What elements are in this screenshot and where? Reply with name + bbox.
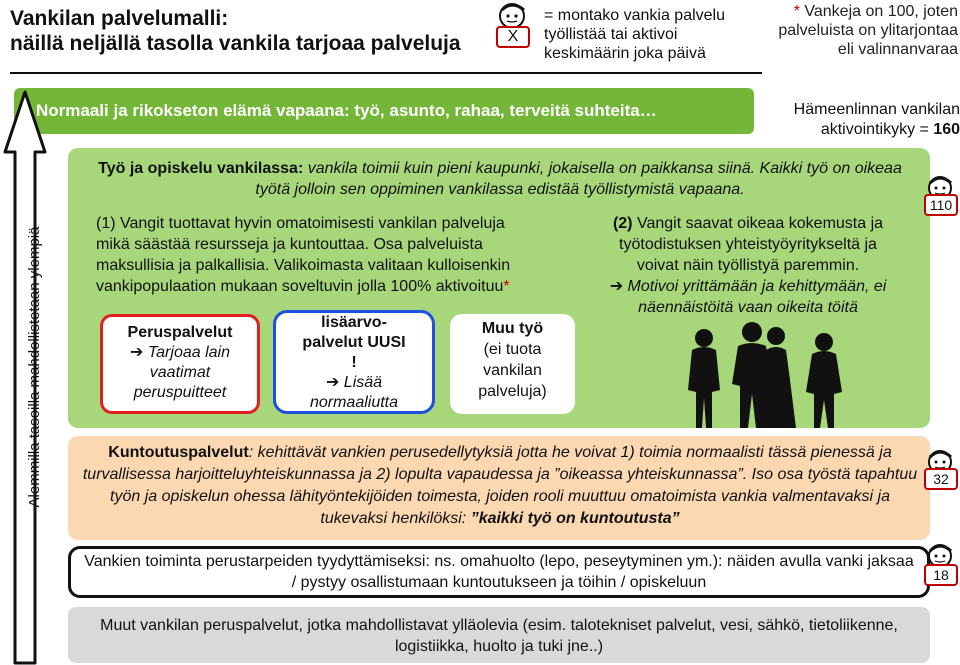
basic-needs-text: Vankien toiminta perustarpeiden tyydyttämiseksi: ns. omahuolto (lepo, peseytyminen ym.): näiden avulla vanki jaksaa / pystyy osallistumaan kuntoutukseen ja töihin / opiskeluun xyxy=(84,553,914,591)
rehab-level-text xyxy=(82,442,918,530)
col2-line-2: työtodistuksen yhteistyöyritykseltä ja xyxy=(619,236,877,253)
extra-line-1: Lisää xyxy=(339,374,383,391)
legend-badge: X xyxy=(496,26,530,48)
rehab-text-bold: ”kaikki työ on kuntoutusta” xyxy=(470,510,680,527)
value-added-services-box xyxy=(273,310,435,414)
basic-line-2: vaatimat xyxy=(149,364,211,381)
work-level-title-bold: Työ ja opiskelu vankilassa: xyxy=(98,160,304,177)
capacity-value: 160 xyxy=(933,121,960,138)
col2-line-4: Motivoi yrittämään ja kehittymään, ei xyxy=(623,278,887,295)
legend-description: = montako vankia palvelu työllistää tai aktivoi keskimäärin joka päivä xyxy=(544,7,725,62)
work-level-title-italic: vankila toimii kuin pieni kaupunki, jokaisella on paikkansa siinä. Kaikki työ on oikeaa työtä jolloin sen oppiminen vankilassa edistää työllistymistä vapaana. xyxy=(255,160,902,198)
silhouette-people-icon xyxy=(672,320,862,432)
header-divider xyxy=(10,72,762,74)
basic-services-title: Peruspalvelut xyxy=(127,324,233,341)
basic-arrow-icon: ➔ xyxy=(130,344,144,361)
extra-arrow-icon: ➔ xyxy=(325,374,340,391)
col1-line-1: Vangit tuottavat hyvin omatoimisesti vankilan palveluja xyxy=(115,215,505,232)
goal-bar: Normaali ja rikokseton elämä vapaana: työ, asunto, rahaa, terveitä suhteita… xyxy=(14,88,754,134)
rehab-title: Kuntoutuspalvelut xyxy=(108,444,249,461)
up-arrow-icon xyxy=(3,90,47,665)
work-column-2 xyxy=(580,213,916,318)
other-services-text: Muut vankilan peruspalvelut, jotka mahdollistavat ylläolevia (esim. talotekniset palvelut, vesi, sähkö, tietoliikenne, logistiikka, huolto ja tuki jne..) xyxy=(100,617,898,655)
col2-line-1: Vangit saavat oikeaa kokemusta ja xyxy=(632,215,884,232)
col1-line-2: mikä säästää resursseja ja kuntouttaa. Osa palveluista xyxy=(96,236,483,253)
capacity-line-2: aktivointikyky = xyxy=(820,121,934,138)
work-level-title xyxy=(80,158,920,200)
col2-line-3: voivat näin työllistyä paremmin. xyxy=(636,257,860,274)
oversupply-note xyxy=(768,2,958,59)
rehab-text: : kehittävät vankien perusedellytyksiä jotta he voivat 1) toimia normaalisti tässä pienessä ja turvallisessa harjoitteluyhteiskunnassa ja 2) lopulta vapaudessa ja ”oikeassa yhteiskunnassa”. Iso osa työstä tapahtuu työn ja opiskelun ohessa lähityöntekijöiden toimesta, joiden rooli muuttuu omatoimista vankia valmentavaksi ja tukevaksi henkilöksi: xyxy=(82,444,918,527)
col1-num: (1) xyxy=(96,215,116,232)
work-level-badge: 110 xyxy=(924,194,958,216)
capacity-label xyxy=(764,100,960,140)
basic-line-3: peruspuitteet xyxy=(133,384,227,401)
col1-line-3: maksullisia ja palkallisia. Valikoimasta valitaan kulloisenkin xyxy=(96,257,511,274)
other-work-line-2: vankilan xyxy=(483,362,542,379)
extra-title-3: ! xyxy=(351,354,357,371)
other-work-box xyxy=(450,314,575,414)
note-text: Vankeja on 100, joten palveluista on ylitarjontaa eli valinnanvaraa xyxy=(778,3,958,58)
basic-services-box xyxy=(100,314,260,414)
extra-line-2: normaaliutta xyxy=(309,394,399,411)
title-line-2: näillä neljällä tasolla vankila tarjoaa palveluja xyxy=(10,32,461,55)
note-star: * xyxy=(793,3,800,20)
col2-line-5: näennäistöitä vaan oikeita töitä xyxy=(638,299,858,316)
col1-line-4: vankipopulaation mukaan soveltuvin jolla 100% aktivoituu xyxy=(96,278,504,295)
page-title xyxy=(10,6,490,56)
col1-star: * xyxy=(503,278,510,295)
extra-title-1: lisäarvo- xyxy=(321,314,387,331)
basic-needs-badge: 18 xyxy=(924,564,958,586)
other-work-line-1: (ei tuota xyxy=(483,341,542,358)
title-line-1: Vankilan palvelumalli: xyxy=(10,7,229,30)
other-work-title: Muu työ xyxy=(481,320,544,337)
rehab-level-badge: 32 xyxy=(924,468,958,490)
extra-title-2: palvelut UUSI xyxy=(302,334,406,351)
other-work-line-3: palveluja) xyxy=(478,383,547,400)
basic-line-1: Tarjoaa lain xyxy=(143,344,230,361)
col2-num: (2) xyxy=(612,215,633,232)
col2-arrow-icon: ➔ xyxy=(609,278,624,295)
capacity-line-1: Hämeenlinnan vankilan xyxy=(793,101,960,118)
arrow-label: Alemmilla tasoilla mahdollistetaan ylempiä xyxy=(26,226,43,508)
work-column-1 xyxy=(96,213,582,297)
